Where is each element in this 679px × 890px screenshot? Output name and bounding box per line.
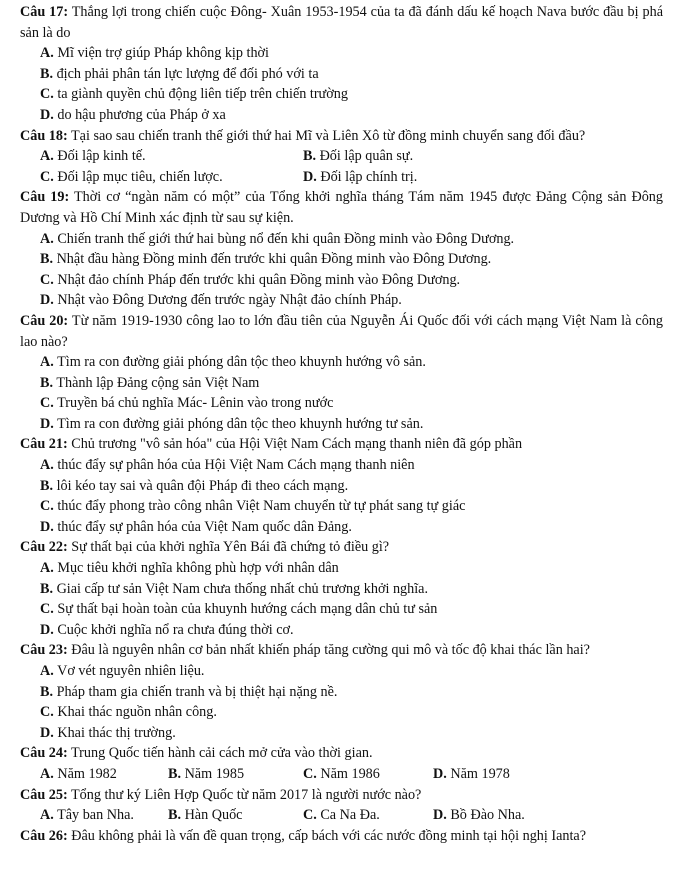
option-letter: C.: [40, 271, 54, 288]
option-text: Tây ban Nha.: [57, 807, 134, 824]
option-24c: [303, 764, 433, 785]
option-21d: [20, 517, 663, 538]
option-letter: D.: [40, 415, 54, 432]
question-23: [20, 640, 663, 661]
question-21: [20, 434, 663, 455]
option-letter: A.: [40, 663, 54, 679]
option-text: Nhật đầu hàng Đồng minh đến trước khi quân Đồng minh vào Đông Dương.: [56, 251, 492, 268]
option-20d: [20, 414, 663, 435]
option-text: Năm 1982: [57, 765, 117, 782]
option-letter: C.: [40, 704, 54, 721]
option-letter: D.: [40, 621, 54, 638]
option-text: Đối lập kinh tế.: [57, 148, 146, 165]
question-text: Sự thất bại của khởi nghĩa Yên Bái đã chứng tỏ điều gì?: [71, 539, 390, 556]
question-text: Từ năm 1919-1930 công lao to lớn đầu tiên của Nguyễn Ái Quốc đối với cách mạng Việt Nam là công lao nào?: [20, 312, 663, 350]
option-23c: [20, 702, 663, 723]
option-letter: B.: [40, 374, 54, 391]
option-24d: [433, 764, 663, 785]
option-letter: C.: [303, 807, 317, 824]
question-number: Câu 25:: [20, 786, 68, 803]
option-letter: B.: [303, 148, 317, 165]
option-22a: [20, 558, 663, 579]
option-text: Sự thất bại hoàn toàn của khuynh hướng cách mạng dân chủ tư sản: [57, 601, 438, 618]
option-23d: [20, 723, 663, 744]
options-grid: [20, 146, 663, 187]
option-18a: [40, 146, 303, 167]
option-letter: A.: [40, 457, 54, 474]
option-letter: A.: [40, 807, 54, 824]
question-text: Tổng thư ký Liên Hợp Quốc từ năm 2017 là người nước nào?: [71, 786, 422, 803]
option-18d: [303, 167, 663, 188]
option-text: Mĩ viện trợ giúp Pháp không kịp thời: [57, 45, 269, 62]
option-17b: [20, 64, 663, 85]
option-22c: [20, 599, 663, 620]
question-text: Trung Quốc tiến hành cải cách mở cửa vào thời gian.: [71, 745, 373, 762]
question-text: Tại sao sau chiến tranh thế giới thứ hai Mĩ và Liên Xô từ đồng minh chuyển sang đối đầu?: [71, 127, 586, 144]
option-17d: [20, 105, 663, 126]
option-text: địch phải phân tán lực lượng để đối phó với ta: [56, 65, 319, 82]
option-text: Tìm ra con đường giải phóng dân tộc theo khuynh hướng tư sản.: [57, 415, 424, 432]
option-letter: B.: [40, 251, 54, 268]
option-22b: [20, 579, 663, 600]
option-20b: [20, 373, 663, 394]
option-letter: A.: [40, 765, 54, 782]
option-text: Đối lập chính trị.: [320, 168, 418, 185]
option-21b: [20, 476, 663, 497]
option-18b: [303, 146, 663, 167]
question-text: Thời cơ “ngàn năm có một” của Tổng khởi nghĩa tháng Tám năm 1945 được Đảng Cộng sản Đông Dương và Hồ Chí Minh xác định từ sau sự kiện.: [20, 189, 663, 226]
option-letter: A.: [40, 230, 54, 247]
option-text: Thành lập Đảng cộng sản Việt Nam: [56, 374, 260, 391]
option-25b: [168, 805, 303, 826]
option-letter: A.: [40, 148, 54, 165]
question-text: Đâu là nguyên nhân cơ bản nhất khiến pháp tăng cường qui mô và tốc độ khai thác lần hai?: [71, 642, 590, 659]
question-25: [20, 785, 663, 806]
option-25a: [40, 805, 168, 826]
question-number: Câu 18:: [20, 127, 68, 144]
option-letter: D.: [40, 724, 54, 741]
question-number: Câu 24:: [20, 745, 68, 762]
option-text: thúc đẩy sự phân hóa của Hội Việt Nam Cách mạng thanh niên: [57, 457, 415, 474]
option-letter: D.: [40, 292, 54, 309]
option-letter: C.: [40, 395, 54, 412]
option-letter: A.: [40, 354, 54, 371]
option-25d: [433, 805, 663, 826]
option-text: ta giành quyền chủ động liên tiếp trên chiến trường: [57, 86, 348, 103]
option-text: Năm 1986: [320, 765, 380, 782]
question-text: Thắng lợi trong chiến cuộc Đông- Xuân 1953-1954 của ta đã đánh dấu kế hoạch Nava bước đầu bị phá sản là do: [20, 4, 663, 41]
option-text: Nhật đảo chính Pháp đến trước khi quân Đồng minh vào Đông Dương.: [57, 271, 461, 288]
option-25c: [303, 805, 433, 826]
option-21c: [20, 496, 663, 517]
question-number: Câu 20:: [20, 312, 69, 329]
option-letter: B.: [168, 765, 182, 782]
option-20a: [20, 352, 663, 373]
option-letter: C.: [40, 601, 54, 618]
option-text: Giai cấp tư sản Việt Nam chưa thống nhất chủ trương khởi nghĩa.: [56, 580, 429, 597]
option-19a: [20, 229, 663, 250]
question-text: Chủ trương "vô sản hóa" của Hội Việt Nam Cách mạng thanh niên đã góp phần: [71, 436, 523, 453]
option-letter: B.: [40, 65, 54, 82]
option-text: Bồ Đào Nha.: [450, 807, 525, 824]
option-letter: B.: [40, 580, 54, 597]
question-24: [20, 743, 663, 764]
question-number: Câu 23:: [20, 642, 68, 659]
option-text: Mục tiêu khởi nghĩa không phù hợp với nhân dân: [57, 560, 339, 577]
option-18c: [40, 167, 303, 188]
option-text: Đối lập quân sự.: [319, 148, 414, 165]
option-text: Hàn Quốc: [184, 807, 243, 824]
option-letter: D.: [303, 168, 317, 185]
option-letter: B.: [40, 477, 54, 494]
question-20: [20, 311, 663, 352]
option-text: Chiến tranh thế giới thứ hai bùng nổ đến khi quân Đồng minh vào Đông Dương.: [57, 230, 515, 247]
option-text: Năm 1985: [184, 765, 245, 782]
option-24a: [40, 764, 168, 785]
option-letter: D.: [40, 518, 54, 535]
option-23a: [20, 661, 663, 682]
option-letter: D.: [40, 106, 54, 123]
option-20c: [20, 393, 663, 414]
option-text: lôi kéo tay sai và quân đội Pháp đi theo cách mạng.: [56, 477, 349, 494]
option-text: Khai thác thị trường.: [57, 724, 176, 741]
options-grid: [20, 764, 663, 785]
question-17: [20, 2, 663, 43]
options-grid: [20, 805, 663, 826]
question-18: [20, 126, 663, 147]
option-23b: [20, 682, 663, 703]
option-text: Khai thác nguồn nhân công.: [57, 704, 217, 721]
option-19d: [20, 290, 663, 311]
option-text: Đối lập mục tiêu, chiến lược.: [57, 168, 223, 185]
option-letter: C.: [40, 498, 54, 515]
question-19: [20, 187, 663, 228]
question-26: [20, 826, 663, 847]
option-letter: D.: [433, 765, 447, 782]
option-text: Pháp tham gia chiến tranh và bị thiệt hại nặng nề.: [56, 683, 338, 700]
question-number: Câu 17:: [20, 4, 69, 20]
question-number: Câu 26:: [20, 827, 68, 844]
option-letter: D.: [433, 807, 447, 824]
option-17a: [20, 43, 663, 64]
option-19b: [20, 249, 663, 270]
option-letter: C.: [303, 765, 317, 782]
option-17c: [20, 84, 663, 105]
question-22: [20, 537, 663, 558]
option-letter: A.: [40, 560, 54, 577]
option-text: Vơ vét nguyên nhiên liệu.: [57, 663, 205, 679]
option-text: Ca Na Đa.: [320, 807, 380, 824]
option-letter: B.: [40, 683, 54, 700]
question-number: Câu 19:: [20, 189, 70, 206]
option-text: Cuộc khởi nghĩa nổ ra chưa đúng thời cơ.: [57, 621, 294, 638]
question-text: Đâu không phải là vấn đề quan trọng, cấp bách với các nước đồng minh tại hội nghị Ianta?: [71, 827, 587, 844]
option-letter: B.: [168, 807, 182, 824]
option-text: Nhật vào Đông Dương đến trước ngày Nhật đảo chính Pháp.: [57, 292, 402, 309]
option-text: Truyền bá chủ nghĩa Mác- Lênin vào trong nước: [57, 395, 334, 412]
option-19c: [20, 270, 663, 291]
option-21a: [20, 455, 663, 476]
option-22d: [20, 620, 663, 641]
question-number: Câu 21:: [20, 436, 68, 453]
option-letter: C.: [40, 86, 54, 103]
option-letter: C.: [40, 168, 54, 185]
option-text: thúc đẩy phong trào công nhân Việt Nam chuyển từ tự phát sang tự giác: [57, 498, 466, 515]
option-text: do hậu phương của Pháp ở xa: [57, 106, 226, 123]
option-text: Năm 1978: [450, 765, 510, 782]
option-text: Tìm ra con đường giải phóng dân tộc theo khuynh hướng vô sản.: [57, 354, 426, 371]
question-number: Câu 22:: [20, 539, 68, 556]
option-letter: A.: [40, 45, 54, 62]
option-24b: [168, 764, 303, 785]
option-text: thúc đẩy sự phân hóa của Việt Nam quốc dân Đảng.: [57, 518, 352, 535]
